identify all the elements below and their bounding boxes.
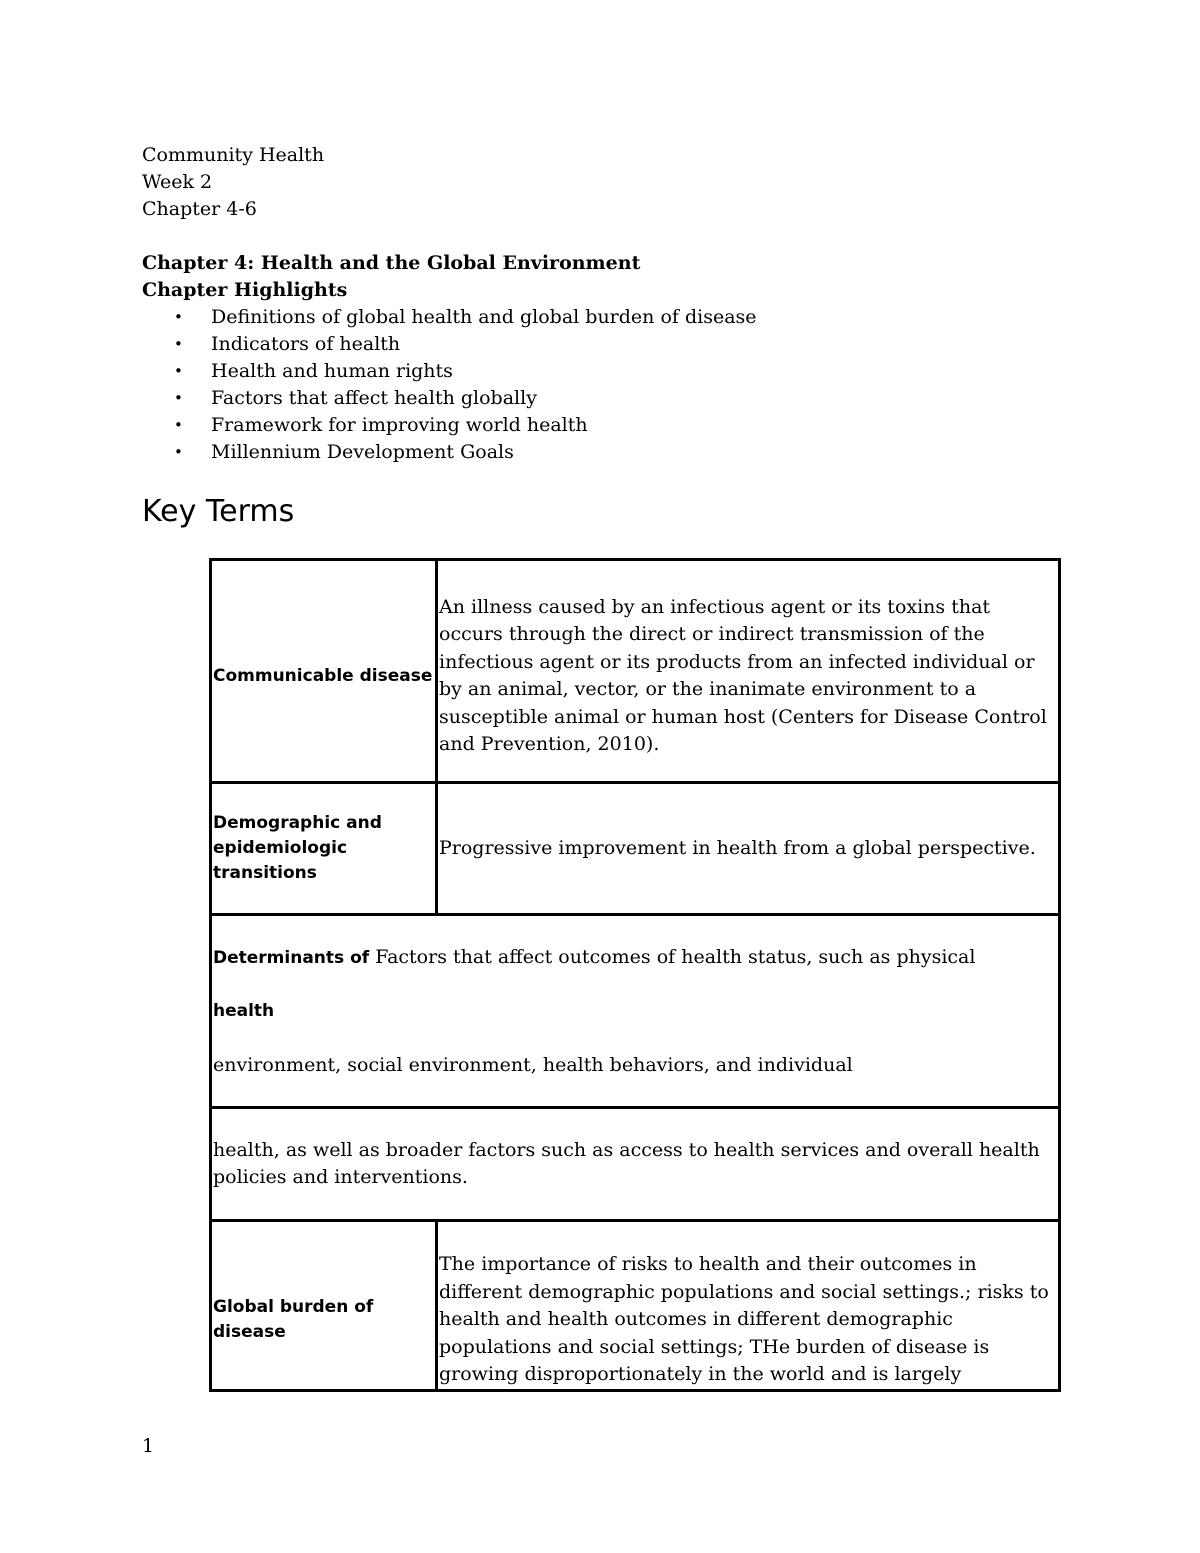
bullet-icon: • [174, 443, 183, 461]
table-row [211, 1108, 1060, 1221]
list-item: • Indicators of health [142, 331, 1102, 358]
definition-text: Factors that affect outcomes of health status, such as physical [375, 946, 976, 968]
merged-cell [211, 915, 1060, 1108]
highlights-list [142, 304, 1102, 466]
term-text: Determinants of [213, 948, 370, 968]
term-cell: Global burden of disease [211, 1221, 437, 1391]
bullet-icon: • [174, 416, 183, 434]
table-row [211, 1221, 1060, 1391]
term-cell: Communicable disease [211, 560, 437, 783]
definition-cell: Progressive improvement in health from a global perspective. [437, 783, 1060, 915]
bullet-icon: • [174, 389, 183, 407]
list-item: • Definitions of global health and global burden of disease [142, 304, 1102, 331]
list-item: • Health and human rights [142, 358, 1102, 385]
table-row [211, 783, 1060, 915]
definition-cell: The importance of risks to health and their outcomes in different demographic populations and social settings.; risks to health and health outcomes in different demographic populations and social settings; THe burden of disease is growing disproportionately in the world and is largely [437, 1221, 1060, 1391]
document-header [142, 142, 324, 223]
course-title: Community Health [142, 144, 325, 166]
chapter-title: Chapter 4: Health and the Global Environment [142, 252, 641, 274]
chapters-label: Chapter 4-6 [142, 198, 257, 220]
key-terms-table [209, 558, 1061, 1392]
highlights-heading: Chapter Highlights [142, 279, 348, 301]
week-label: Week 2 [142, 171, 213, 193]
definition-text: environment, social environment, health behaviors, and individual [213, 1053, 853, 1076]
term-cell: Demographic and epidemiologic transitions [211, 783, 437, 915]
list-item: • Framework for improving world health [142, 412, 1102, 439]
term-text: health [213, 1001, 275, 1021]
bullet-icon: • [174, 362, 183, 380]
list-item: • Millennium Development Goals [142, 439, 1102, 466]
chapter-section [142, 250, 1102, 466]
page-number: 1 [142, 1435, 155, 1457]
key-terms-heading: Key Terms [142, 494, 295, 529]
list-item: • Factors that affect health globally [142, 385, 1102, 412]
merged-cell: health, as well as broader factors such as access to health services and overall health policies and interventions. [211, 1108, 1060, 1221]
bullet-icon: • [174, 308, 183, 326]
bullet-icon: • [174, 335, 183, 353]
table-row [211, 915, 1060, 1108]
table-row [211, 560, 1060, 783]
definition-cell: An illness caused by an infectious agent or its toxins that occurs through the direct or indirect transmission of the infectious agent or its products from an infected individual or by an animal, vector, or the inanimate environment to a susceptible animal or human host (Centers for Disease Control and Prevention, 2010). [437, 560, 1060, 783]
